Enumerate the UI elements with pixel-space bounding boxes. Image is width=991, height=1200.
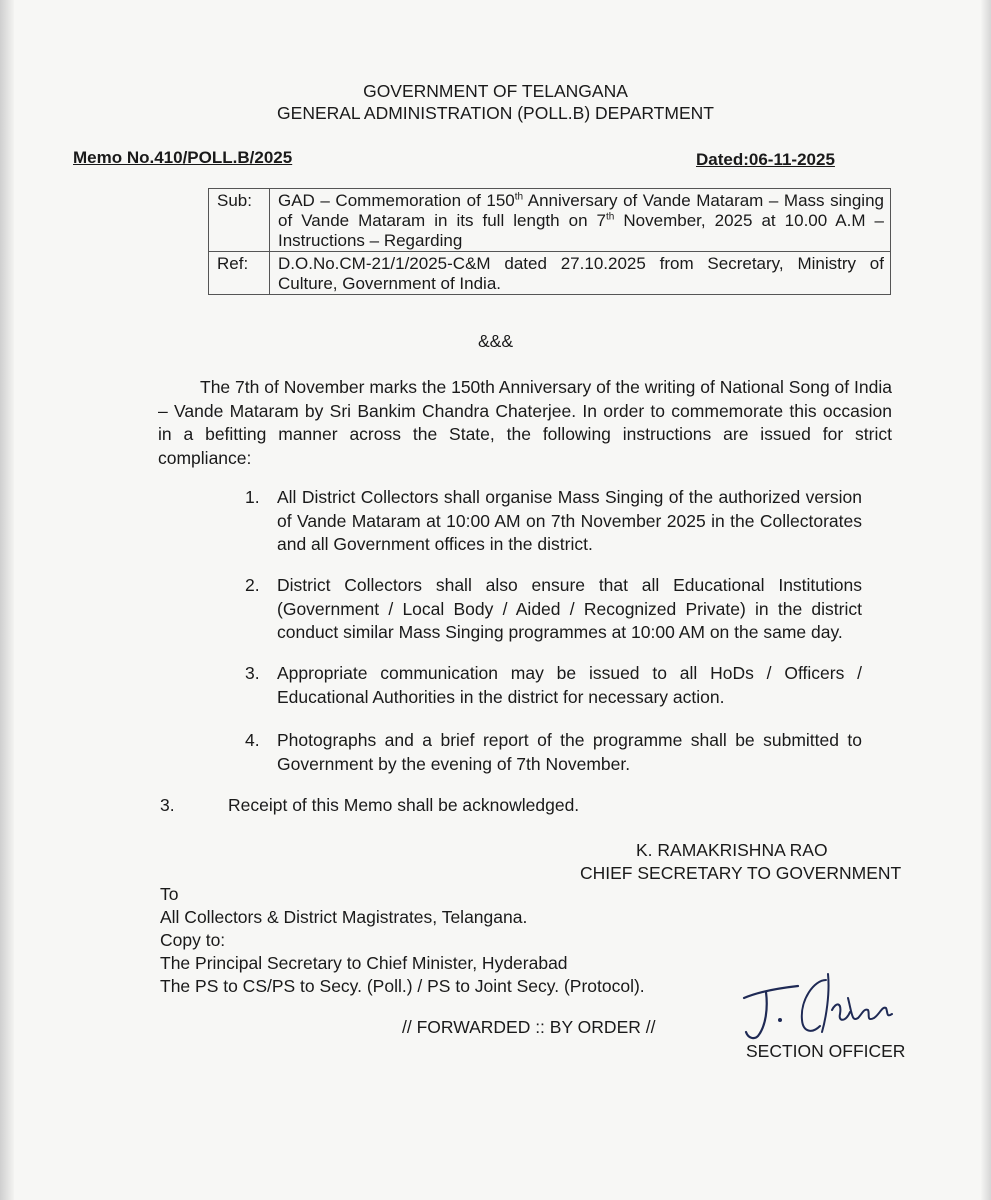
item-text: District Collectors shall also ensure that all Educational Institutions (Government / Local Body / Aided / Recognized Private) in the district conduct similar Mass Singing programmes at 10:00 AM on the same day. — [277, 575, 862, 642]
subject-text: GAD – Commemoration of 150th Anniversary of Vande Mataram – Mass singing of Vande Mataram in its full length on 7th November, 2025 at 10.00 A.M – Instructions – Regarding — [270, 189, 891, 252]
memo-date: Dated:06-11-2025 — [696, 150, 835, 169]
govt-heading: GOVERNMENT OF TELANGANA — [363, 81, 628, 101]
item-number: 3. — [245, 663, 260, 683]
reference-row — [209, 252, 891, 295]
acknowledgement-text: Receipt of this Memo shall be acknowledged. — [228, 795, 580, 815]
item-text: Photographs and a brief report of the programme shall be submitted to Government by the evening of 7th November. — [277, 730, 862, 774]
page-right-edge — [981, 0, 991, 1200]
item-text: Appropriate communication may be issued to all HoDs / Officers / Educational Authorities in the district for necessary action. — [277, 663, 862, 707]
item-text: All District Collectors shall organise Mass Singing of the authorized version of Vande Mataram at 10:00 AM on 7th November 2025 in the Collectorates and all Government offices in the district. — [277, 487, 862, 554]
memo-number: Memo No.410/POLL.B/2025 — [73, 148, 293, 167]
item-number: 1. — [245, 487, 260, 507]
recipient: All Collectors & District Magistrates, Telangana. — [160, 907, 528, 927]
reference-text: D.O.No.CM-21/1/2025-C&M dated 27.10.2025 from Secretary, Ministry of Culture, Government of India. — [270, 252, 891, 295]
to-label: To — [160, 884, 179, 904]
signatory-title: CHIEF SECRETARY TO GOVERNMENT — [580, 863, 902, 883]
reference-label: Ref: — [209, 252, 270, 295]
copy-to-label: Copy to: — [160, 930, 226, 950]
item-number: 4. — [245, 730, 260, 750]
section-separator: &&& — [477, 331, 514, 351]
forwarded-line: // FORWARDED :: BY ORDER // — [402, 1017, 656, 1037]
subject-row — [209, 189, 891, 252]
subject-reference-table — [208, 188, 891, 295]
item-number: 2. — [245, 575, 260, 595]
copy-recipient: The PS to CS/PS to Secy. (Poll.) / PS to Joint Secy. (Protocol). — [160, 976, 645, 996]
paragraph-number: 3. — [160, 795, 175, 815]
page-left-edge — [0, 0, 14, 1200]
section-officer-title: SECTION OFFICER — [746, 1041, 906, 1061]
department-heading: GENERAL ADMINISTRATION (POLL.B) DEPARTMENT — [277, 103, 714, 123]
subject-label: Sub: — [209, 189, 270, 252]
copy-recipient: The Principal Secretary to Chief Minister, Hyderabad — [160, 953, 568, 973]
intro-paragraph: The 7th of November marks the 150th Anniversary of the writing of National Song of India – Vande Mataram by Sri Bankim Chandra Chaterjee. In order to commemorate this occasion in a befitting manner across the State, the following instructions are issued for strict compliance: — [158, 377, 892, 468]
signatory-name: K. RAMAKRISHNA RAO — [636, 840, 828, 860]
